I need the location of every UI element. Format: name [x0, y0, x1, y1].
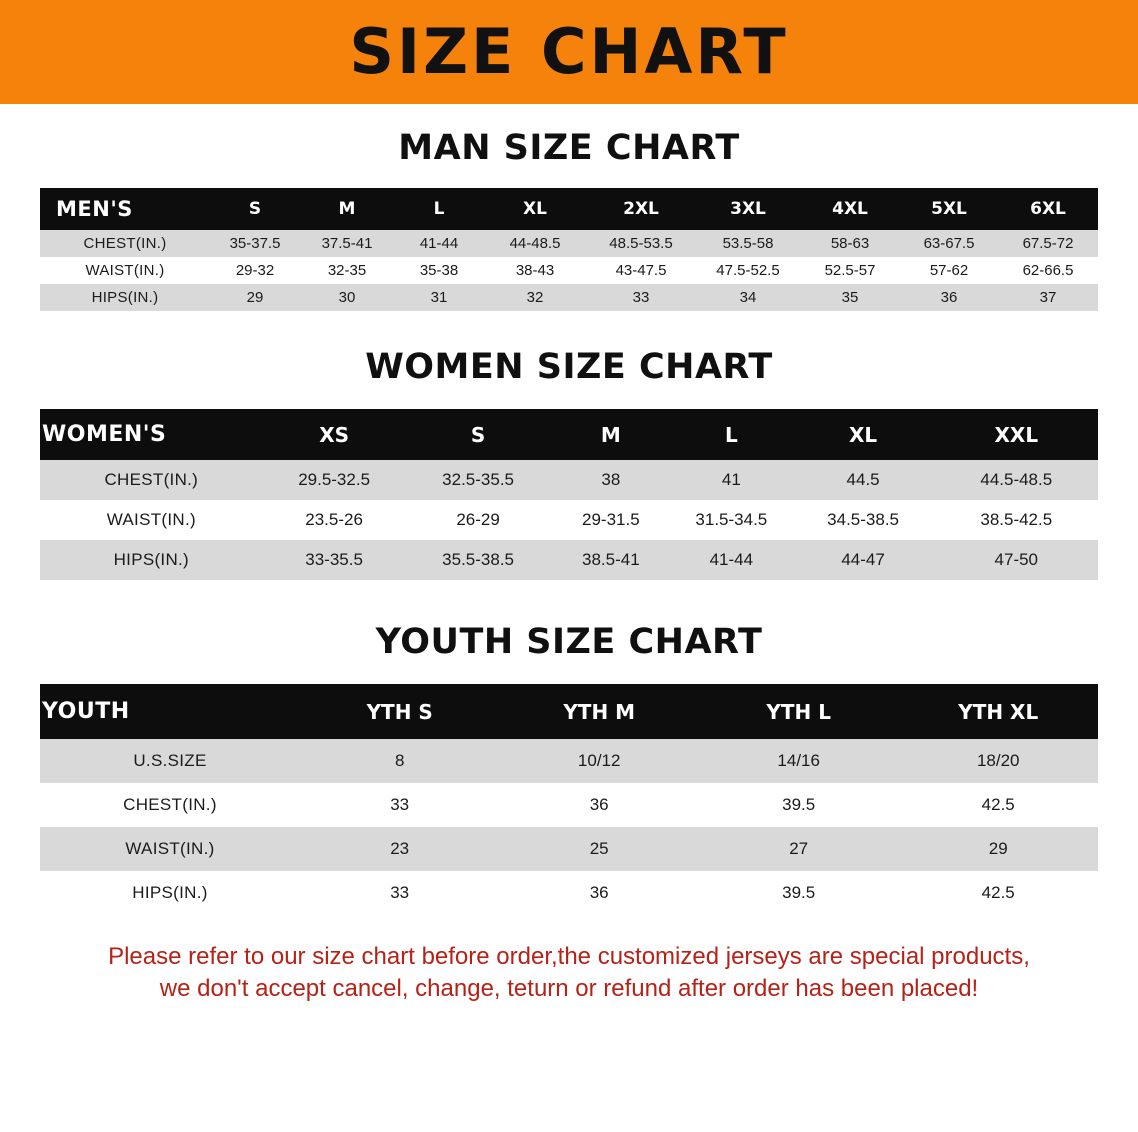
table-cell: 57-62: [900, 257, 998, 284]
table-row: [40, 460, 1098, 500]
table-cell: 41: [671, 460, 792, 500]
table-cell: 41-44: [671, 540, 792, 580]
table-row: [40, 783, 1098, 827]
table-cell: 38: [551, 460, 672, 500]
table-cell: 62-66.5: [998, 257, 1098, 284]
table-cell: 37.5-41: [300, 230, 394, 257]
table-cell: 35-37.5: [210, 230, 300, 257]
column-header: XS: [263, 409, 406, 460]
table-cell: 44-48.5: [484, 230, 586, 257]
column-header: XL: [792, 409, 935, 460]
table-cell: 10/12: [499, 739, 699, 783]
page-banner: [0, 0, 1138, 104]
row-label: U.S.SIZE: [40, 739, 300, 783]
table-cell: 34.5-38.5: [792, 500, 935, 540]
table-cell: 29: [898, 827, 1098, 871]
table-cell: 30: [300, 284, 394, 311]
row-label: WAIST(IN.): [40, 500, 263, 540]
table-cell: 53.5-58: [696, 230, 800, 257]
table-cell: 32-35: [300, 257, 394, 284]
table-cell: 44.5-48.5: [935, 460, 1098, 500]
youth-size-table: [40, 684, 1098, 915]
table-cell: 27: [699, 827, 899, 871]
column-header: S: [210, 188, 300, 230]
row-label: CHEST(IN.): [40, 460, 263, 500]
column-header: 5XL: [900, 188, 998, 230]
table-cell: 38.5-41: [551, 540, 672, 580]
table-cell: 48.5-53.5: [586, 230, 696, 257]
row-label: CHEST(IN.): [40, 230, 210, 257]
column-header: YTH M: [499, 684, 699, 739]
table-cell: 43-47.5: [586, 257, 696, 284]
table-cell: 33: [300, 783, 500, 827]
table-header-row: [40, 684, 1098, 739]
table-cell: 18/20: [898, 739, 1098, 783]
table-cell: 32: [484, 284, 586, 311]
man-size-table: [40, 188, 1098, 311]
table-cell: 29: [210, 284, 300, 311]
table-cell: 41-44: [394, 230, 484, 257]
table-cell: 39.5: [699, 783, 899, 827]
table-row: [40, 230, 1098, 257]
table-cell: 34: [696, 284, 800, 311]
row-label: WAIST(IN.): [40, 257, 210, 284]
table-header-row: [40, 188, 1098, 230]
table-header-row: [40, 409, 1098, 460]
row-label: CHEST(IN.): [40, 783, 300, 827]
column-header: 6XL: [998, 188, 1098, 230]
table-row: [40, 871, 1098, 915]
table-row: [40, 739, 1098, 783]
youth-section-title: YOUTH SIZE CHART: [375, 622, 763, 662]
table-cell: 29.5-32.5: [263, 460, 406, 500]
column-header: YTH XL: [898, 684, 1098, 739]
table-cell: 35.5-38.5: [406, 540, 551, 580]
table-cell: 33-35.5: [263, 540, 406, 580]
table-cell: 52.5-57: [800, 257, 900, 284]
table-cell: 8: [300, 739, 500, 783]
column-header: M: [551, 409, 672, 460]
column-header: 3XL: [696, 188, 800, 230]
policy-note-line-1: Please refer to our size chart before order,the customized jerseys are special products,: [108, 943, 1030, 970]
table-cell: 58-63: [800, 230, 900, 257]
column-header: 2XL: [586, 188, 696, 230]
table-cell: 37: [998, 284, 1098, 311]
table-cell: 31: [394, 284, 484, 311]
page-title: SIZE CHART: [349, 15, 789, 88]
table-cell: 23.5-26: [263, 500, 406, 540]
table-row: [40, 827, 1098, 871]
table-cell: 42.5: [898, 871, 1098, 915]
column-header: XL: [484, 188, 586, 230]
man-table-wrap: [40, 188, 1098, 311]
row-label: HIPS(IN.): [40, 284, 210, 311]
youth-table-wrap: [40, 684, 1098, 915]
column-header: L: [671, 409, 792, 460]
table-cell: 29-31.5: [551, 500, 672, 540]
table-cell: 29-32: [210, 257, 300, 284]
table-row: [40, 500, 1098, 540]
table-cell: 44.5: [792, 460, 935, 500]
column-header: M: [300, 188, 394, 230]
table-cell: 33: [300, 871, 500, 915]
man-section-title: MAN SIZE CHART: [398, 128, 740, 168]
column-header: YOUTH: [40, 684, 300, 739]
table-cell: 36: [499, 783, 699, 827]
table-cell: 47-50: [935, 540, 1098, 580]
table-cell: 38.5-42.5: [935, 500, 1098, 540]
table-row: [40, 284, 1098, 311]
table-cell: 42.5: [898, 783, 1098, 827]
table-cell: 23: [300, 827, 500, 871]
row-label: HIPS(IN.): [40, 540, 263, 580]
column-header: WOMEN'S: [40, 409, 263, 460]
table-cell: 44-47: [792, 540, 935, 580]
table-cell: 25: [499, 827, 699, 871]
table-cell: 67.5-72: [998, 230, 1098, 257]
table-row: [40, 540, 1098, 580]
table-cell: 35: [800, 284, 900, 311]
table-cell: 14/16: [699, 739, 899, 783]
policy-note-line-2: we don't accept cancel, change, teturn or refund after order has been placed!: [159, 975, 979, 1003]
table-cell: 36: [499, 871, 699, 915]
column-header: YTH S: [300, 684, 500, 739]
column-header: S: [406, 409, 551, 460]
column-header: YTH L: [699, 684, 899, 739]
table-cell: 35-38: [394, 257, 484, 284]
table-cell: 47.5-52.5: [696, 257, 800, 284]
row-label: HIPS(IN.): [40, 871, 300, 915]
column-header: L: [394, 188, 484, 230]
column-header: MEN'S: [40, 188, 210, 230]
table-cell: 39.5: [699, 871, 899, 915]
column-header: 4XL: [800, 188, 900, 230]
women-section-title: WOMEN SIZE CHART: [365, 347, 773, 387]
table-cell: 33: [586, 284, 696, 311]
row-label: WAIST(IN.): [40, 827, 300, 871]
table-cell: 31.5-34.5: [671, 500, 792, 540]
women-size-table: [40, 409, 1098, 580]
column-header: XXL: [935, 409, 1098, 460]
table-cell: 36: [900, 284, 998, 311]
table-cell: 63-67.5: [900, 230, 998, 257]
table-cell: 32.5-35.5: [406, 460, 551, 500]
women-table-wrap: [40, 409, 1098, 580]
table-cell: 38-43: [484, 257, 586, 284]
table-cell: 26-29: [406, 500, 551, 540]
policy-note: [34, 941, 1104, 1006]
table-row: [40, 257, 1098, 284]
